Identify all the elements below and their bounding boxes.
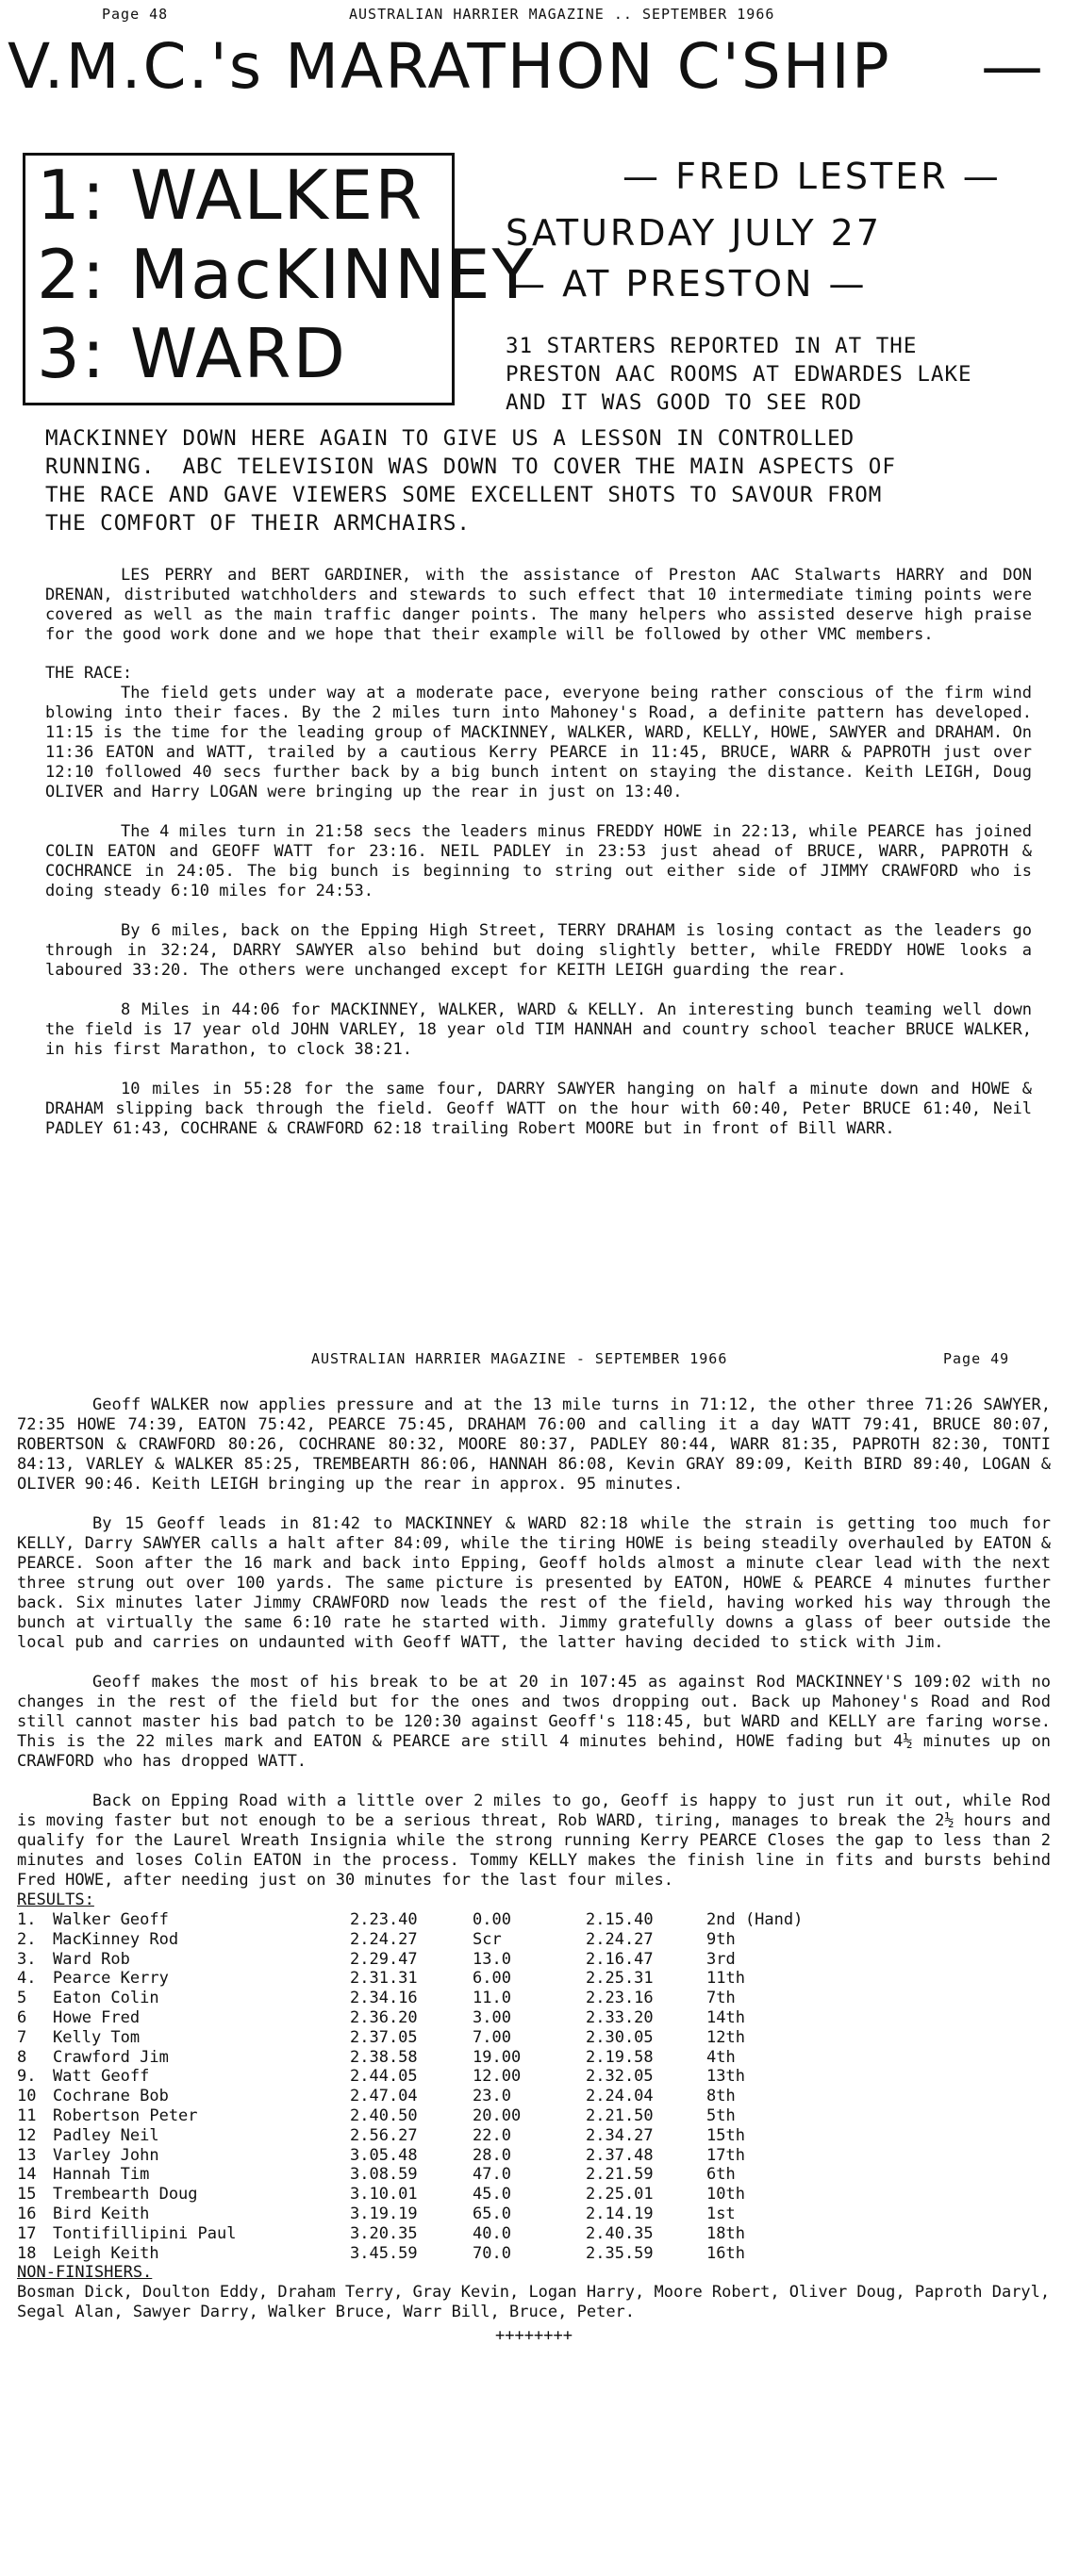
result-position: 15 xyxy=(17,2185,37,2204)
result-handicap: 6.00 xyxy=(473,1969,511,1989)
result-position: 4. xyxy=(17,1969,37,1989)
result-actual-time: 3.19.19 xyxy=(350,2204,418,2223)
table-row xyxy=(17,2106,838,2126)
table-row xyxy=(17,2067,838,2087)
result-handicap-place: 11th xyxy=(706,1969,745,1989)
trophy-name: — FRED LESTER — xyxy=(622,156,1002,197)
result-actual-time: 2.38.58 xyxy=(350,2047,418,2067)
result-name: Pearce Kerry xyxy=(53,1969,169,1989)
result-position: 2. xyxy=(17,1929,37,1949)
result-handicap: 22.0 xyxy=(473,2125,511,2145)
result-handicap-place: 2nd (Hand) xyxy=(706,1910,804,1929)
result-actual-time: 3.05.48 xyxy=(350,2145,418,2165)
results-table xyxy=(17,1910,838,2263)
result-name: Trembearth Doug xyxy=(53,2185,198,2204)
result-name: Tontifillipini Paul xyxy=(53,2223,237,2243)
title-dash: — xyxy=(981,30,1045,103)
table-row xyxy=(17,1910,838,1930)
result-handicap: 11.0 xyxy=(473,1989,511,2008)
result-position: 3. xyxy=(17,1949,37,1969)
table-row xyxy=(17,2048,838,2068)
table-row xyxy=(17,2244,838,2264)
result-handicap: 28.0 xyxy=(473,2145,511,2165)
intro-line: THE RACE AND GAVE VIEWERS SOME EXCELLENT SHOTS TO SAVOUR FROM xyxy=(45,483,883,507)
result-position: 18 xyxy=(17,2243,37,2263)
result-name: Hannah Tim xyxy=(53,2165,150,2185)
race-paragraph: 8 Miles in 44:06 for MACKINNEY, WALKER, WARD & KELLY. An interesting bunch teaming well down the field is 17 year old JOHN VARLEY, 18 year old TIM HANNAH and country school teacher BRUCE WALKER, in his first Marathon, to clock 38:21. xyxy=(45,1000,1032,1059)
result-actual-time: 2.23.40 xyxy=(350,1910,418,1929)
result-handicap-time: 2.15.40 xyxy=(586,1910,654,1929)
result-actual-time: 2.31.31 xyxy=(350,1969,418,1989)
race-paragraph: Geoff makes the most of his break to be at 20 in 107:45 as against Rod MACKINNEY'S 109:02 with no changes in the rest of the field but for the ones and twos dropping out. Back up Mahoney's Road and Rod still cannot master his bad patch to be 120:30 against Geoff's 118:45, but WARD and KELLY are faring worse. This is the 22 miles mark and EATON & PEARCE are still 4 minutes behind, HOWE fading but 4½ minutes up on CRAWFORD who has dropped WATT. xyxy=(17,1673,1051,1771)
placings-box xyxy=(23,153,536,405)
result-name: Kelly Tom xyxy=(53,2027,141,2047)
result-name: Howe Fred xyxy=(53,2007,141,2027)
result-actual-time: 2.44.05 xyxy=(350,2067,418,2087)
result-name: Eaton Colin xyxy=(53,1989,159,2008)
result-handicap-place: 7th xyxy=(706,1989,736,2008)
result-handicap-place: 18th xyxy=(706,2223,745,2243)
result-handicap: 3.00 xyxy=(473,2007,511,2027)
page-number-49: Page 49 xyxy=(943,1350,1010,1367)
race-heading: THE RACE: xyxy=(45,664,133,683)
result-name: Varley John xyxy=(53,2145,159,2165)
result-handicap-place: 1st xyxy=(706,2204,736,2223)
result-handicap: 40.0 xyxy=(473,2223,511,2243)
result-handicap-time: 2.24.27 xyxy=(586,1929,654,1949)
officials-paragraph: LES PERRY and BERT GARDINER, with the assistance of Preston AAC Stalwarts HARRY and DON DRENAN, distributed watchholders and stewards to such effect that 10 intermediate timing points were covered as well as the main traffic danger points. The many helpers who assisted deserve high praise for the good work done and we hope that their example will be followed by other VMC members. xyxy=(45,566,1032,644)
magazine-header-page49: AUSTRALIAN HARRIER MAGAZINE - SEPTEMBER 1966 xyxy=(311,1350,728,1367)
placing-first: 1: WALKER xyxy=(37,156,424,235)
result-name: Leigh Keith xyxy=(53,2243,159,2263)
result-handicap-time: 2.37.48 xyxy=(586,2145,654,2165)
table-row xyxy=(17,2126,838,2146)
result-position: 1. xyxy=(17,1910,37,1929)
result-handicap-place: 3rd xyxy=(706,1949,736,1969)
result-handicap: 13.0 xyxy=(473,1949,511,1969)
result-position: 11 xyxy=(17,2105,37,2125)
result-handicap: 23.0 xyxy=(473,2087,511,2106)
page-number: Page 48 xyxy=(102,6,169,23)
result-position: 13 xyxy=(17,2145,37,2165)
result-actual-time: 2.36.20 xyxy=(350,2007,418,2027)
intro-line: RUNNING. ABC TELEVISION WAS DOWN TO COVER THE MAIN ASPECTS OF xyxy=(45,454,896,479)
result-name: Walker Geoff xyxy=(53,1910,169,1929)
table-row xyxy=(17,2224,838,2244)
result-handicap-time: 2.23.16 xyxy=(586,1989,654,2008)
table-row xyxy=(17,2146,838,2166)
result-position: 9. xyxy=(17,2067,37,2087)
page-title: V.M.C.'s MARATHON C'SHIP xyxy=(8,30,891,103)
result-actual-time: 2.56.27 xyxy=(350,2125,418,2145)
result-handicap-place: 15th xyxy=(706,2125,745,2145)
page48-body xyxy=(45,566,1032,1139)
result-handicap-time: 2.33.20 xyxy=(586,2007,654,2027)
race-paragraph: 10 miles in 55:28 for the same four, DARRY SAWYER hanging on half a minute down and HOWE & DRAHAM slipping back through the field. Geoff WATT on the hour with 60:40, Peter BRUCE 61:40, Neil PADLEY 61:43, COCHRANE & CRAWFORD 62:18 trailing Robert MOORE but in front of Bill WARR. xyxy=(45,1080,1032,1138)
result-handicap-place: 10th xyxy=(706,2185,745,2204)
result-handicap-time: 2.25.01 xyxy=(586,2185,654,2204)
result-handicap-time: 2.16.47 xyxy=(586,1949,654,1969)
result-handicap-time: 2.35.59 xyxy=(586,2243,654,2263)
result-handicap-time: 2.30.05 xyxy=(586,2027,654,2047)
result-actual-time: 3.10.01 xyxy=(350,2185,418,2204)
result-position: 10 xyxy=(17,2087,37,2106)
result-name: Ward Rob xyxy=(53,1949,130,1969)
non-finishers-heading: NON-FINISHERS. xyxy=(17,2263,153,2283)
table-row xyxy=(17,2185,838,2204)
race-paragraph: By 6 miles, back on the Epping High Street, TERRY DRAHAM is losing contact as the leaders go through in 32:24, DARRY SAWYER also behind but doing slightly better, while FREDDY HOWE looks a laboured 33:20. The others were unchanged except for KEITH LEIGH guarding the rear. xyxy=(45,921,1032,980)
result-position: 5 xyxy=(17,1989,27,2008)
table-row xyxy=(17,2087,838,2106)
race-paragraph: The field gets under way at a moderate pace, everyone being rather conscious of the firm wind blowing into their faces. By the 2 miles turn into Mahoney's Road, a definite pattern has developed. 11:15 is the time for the leading group of MACKINNEY, WALKER, WARD, KELLY, HOWE, SAWYER and DRAHAM. On 11:36 EATON and WATT, trailed by a cautious Kerry PEARCE in 11:45, BRUCE, WARR & PAPROTH just over 12:10 followed 40 secs further back by a big bunch intent on staying the distance. Keith LEIGH, Doug OLIVER and Harry LOGAN were bringing up the rear in just on 13:40. xyxy=(45,684,1032,801)
intro-right-line: 31 STARTERS REPORTED IN AT THE xyxy=(506,334,918,358)
result-handicap-time: 2.34.27 xyxy=(586,2125,654,2145)
result-handicap-place: 13th xyxy=(706,2067,745,2087)
result-position: 6 xyxy=(17,2007,27,2027)
result-handicap: 12.00 xyxy=(473,2067,522,2087)
result-name: MacKinney Rod xyxy=(53,1929,179,1949)
race-paragraph: The 4 miles turn in 21:58 secs the leaders minus FREDDY HOWE in 22:13, while PEARCE has joined COLIN EATON and GEOFF WATT for 23:16. NEIL PADLEY in 23:53 just ahead of BRUCE, WARR, PAPROTH & COCHRANCE in 24:05. The big bunch is beginning to string out either side of JIMMY CRAWFORD who is doing steady 6:10 miles for 24:53. xyxy=(45,822,1032,900)
result-handicap-place: 12th xyxy=(706,2027,745,2047)
table-row xyxy=(17,1969,838,1989)
result-handicap-time: 2.21.50 xyxy=(586,2105,654,2125)
result-handicap-place: 17th xyxy=(706,2145,745,2165)
result-handicap-place: 16th xyxy=(706,2243,745,2263)
result-handicap-place: 14th xyxy=(706,2007,745,2027)
result-position: 14 xyxy=(17,2165,37,2185)
end-mark: ++++++++ xyxy=(495,2326,573,2346)
result-handicap: 20.00 xyxy=(473,2105,522,2125)
result-actual-time: 2.37.05 xyxy=(350,2027,418,2047)
result-handicap-place: 9th xyxy=(706,1929,736,1949)
placing-third: 3: WARD xyxy=(37,314,347,393)
table-row xyxy=(17,1950,838,1970)
result-handicap: 45.0 xyxy=(473,2185,511,2204)
result-handicap-place: 6th xyxy=(706,2165,736,2185)
table-row xyxy=(17,2165,838,2185)
intro-right-line: AND IT WAS GOOD TO SEE ROD xyxy=(506,390,863,415)
result-handicap-time: 2.19.58 xyxy=(586,2047,654,2067)
table-row xyxy=(17,2204,838,2224)
result-position: 16 xyxy=(17,2204,37,2223)
result-actual-time: 2.29.47 xyxy=(350,1949,418,1969)
result-name: Robertson Peter xyxy=(53,2105,198,2125)
result-name: Bird Keith xyxy=(53,2204,150,2223)
race-date: SATURDAY JULY 27 xyxy=(506,212,883,254)
intro-right-line: PRESTON AAC ROOMS AT EDWARDES LAKE xyxy=(506,362,972,387)
result-handicap: Scr xyxy=(473,1929,502,1949)
result-position: 12 xyxy=(17,2125,37,2145)
race-paragraph: By 15 Geoff leads in 81:42 to MACKINNEY & WARD 82:18 while the strain is getting too much for KELLY, Darry SAWYER calls a halt after 84:09, while the tiring HOWE is being steadily overhauled by EATON & PEARCE. Soon after the 16 mark and back into Epping, Geoff holds almost a minute clear lead with the next three strung out over 100 yards. The same picture is presented by EATON, HOWE & PEARCE 4 minutes further back. Six minutes later Jimmy CRAWFORD now leads the rest of the field, having worked his way through the bunch at virtually the same 6:10 rate he started with. Jimmy gratefully downs a glass of beer outside the local pub and carries on undaunted with Geoff WATT, the latter having decided to stick with Jim. xyxy=(17,1514,1051,1652)
result-handicap-place: 4th xyxy=(706,2047,736,2067)
result-handicap: 65.0 xyxy=(473,2204,511,2223)
result-name: Crawford Jim xyxy=(53,2047,169,2067)
results-heading: RESULTS: xyxy=(17,1891,94,1909)
result-handicap-place: 5th xyxy=(706,2105,736,2125)
result-name: Cochrane Bob xyxy=(53,2087,169,2106)
race-paragraph: Back on Epping Road with a little over 2 miles to go, Geoff is happy to just run it out, while Rod is moving faster but not enough to be a serious threat, Rob WARD, tiring, manages to break the 2½ hours and qualify for the Laurel Wreath Insignia while the strong running Kerry PEARCE Closes the gap to less than 2 minutes and loses Colin EATON in the process. Tommy KELLY makes the finish line in fits and bursts behind Fred HOWE, after needing just on 30 minutes for the last four miles. xyxy=(17,1792,1051,1890)
intro-line: THE COMFORT OF THEIR ARMCHAIRS. xyxy=(45,511,471,536)
result-name: Padley Neil xyxy=(53,2125,159,2145)
result-position: 8 xyxy=(17,2047,27,2067)
result-actual-time: 3.08.59 xyxy=(350,2165,418,2185)
intro-line: MACKINNEY DOWN HERE AGAIN TO GIVE US A LESSON IN CONTROLLED xyxy=(45,426,855,451)
result-handicap: 70.0 xyxy=(473,2243,511,2263)
table-row xyxy=(17,2008,838,2028)
placing-second: 2: MacKINNEY xyxy=(37,235,536,314)
result-actual-time: 3.45.59 xyxy=(350,2243,418,2263)
page49-body xyxy=(17,1395,1051,2346)
magazine-header: AUSTRALIAN HARRIER MAGAZINE .. SEPTEMBER 1966 xyxy=(349,6,775,23)
result-handicap-time: 2.24.04 xyxy=(586,2087,654,2106)
result-handicap: 7.00 xyxy=(473,2027,511,2047)
result-position: 17 xyxy=(17,2223,37,2243)
result-handicap: 47.0 xyxy=(473,2165,511,2185)
result-actual-time: 2.34.16 xyxy=(350,1989,418,2008)
result-position: 7 xyxy=(17,2027,27,2047)
race-venue: — AT PRESTON — xyxy=(509,263,868,305)
result-name: Watt Geoff xyxy=(53,2067,150,2087)
non-finishers-list: Bosman Dick, Doulton Eddy, Draham Terry, Gray Kevin, Logan Harry, Moore Robert, Oliver Doug, Paproth Daryl, Segal Alan, Sawyer Darry, Walker Bruce, Warr Bill, Bruce, Peter. xyxy=(17,2283,1051,2322)
table-row xyxy=(17,1930,838,1950)
result-handicap: 0.00 xyxy=(473,1910,511,1929)
result-handicap-time: 2.25.31 xyxy=(586,1969,654,1989)
result-handicap-time: 2.40.35 xyxy=(586,2223,654,2243)
result-actual-time: 2.24.27 xyxy=(350,1929,418,1949)
result-actual-time: 2.40.50 xyxy=(350,2105,418,2125)
result-handicap-time: 2.32.05 xyxy=(586,2067,654,2087)
result-actual-time: 2.47.04 xyxy=(350,2087,418,2106)
result-handicap-time: 2.21.59 xyxy=(586,2165,654,2185)
table-row xyxy=(17,1989,838,2008)
result-handicap-place: 8th xyxy=(706,2087,736,2106)
race-paragraph: Geoff WALKER now applies pressure and at the 13 mile turns in 71:12, the other three 71:26 SAWYER, 72:35 HOWE 74:39, EATON 75:42, PEARCE 75:45, DRAHAM 76:00 and calling it a day WATT 79:41, BRUCE 80:07, ROBERTSON & CRAWFORD 80:26, COCHRANE 80:32, MOORE 80:37, PADLEY 80:44, WARR 81:35, PAPROTH 82:30, TONTI 84:13, VARLEY & WALKER 85:25, TREMBEARTH 86:06, HANNAH 86:08, Kevin GRAY 89:09, Keith BIRD 89:40, LOGAN & OLIVER 90:46. Keith LEIGH bringing up the rear in approx. 95 minutes. xyxy=(17,1395,1051,1494)
result-actual-time: 3.20.35 xyxy=(350,2223,418,2243)
result-handicap-time: 2.14.19 xyxy=(586,2204,654,2223)
result-handicap: 19.00 xyxy=(473,2047,522,2067)
table-row xyxy=(17,2028,838,2048)
